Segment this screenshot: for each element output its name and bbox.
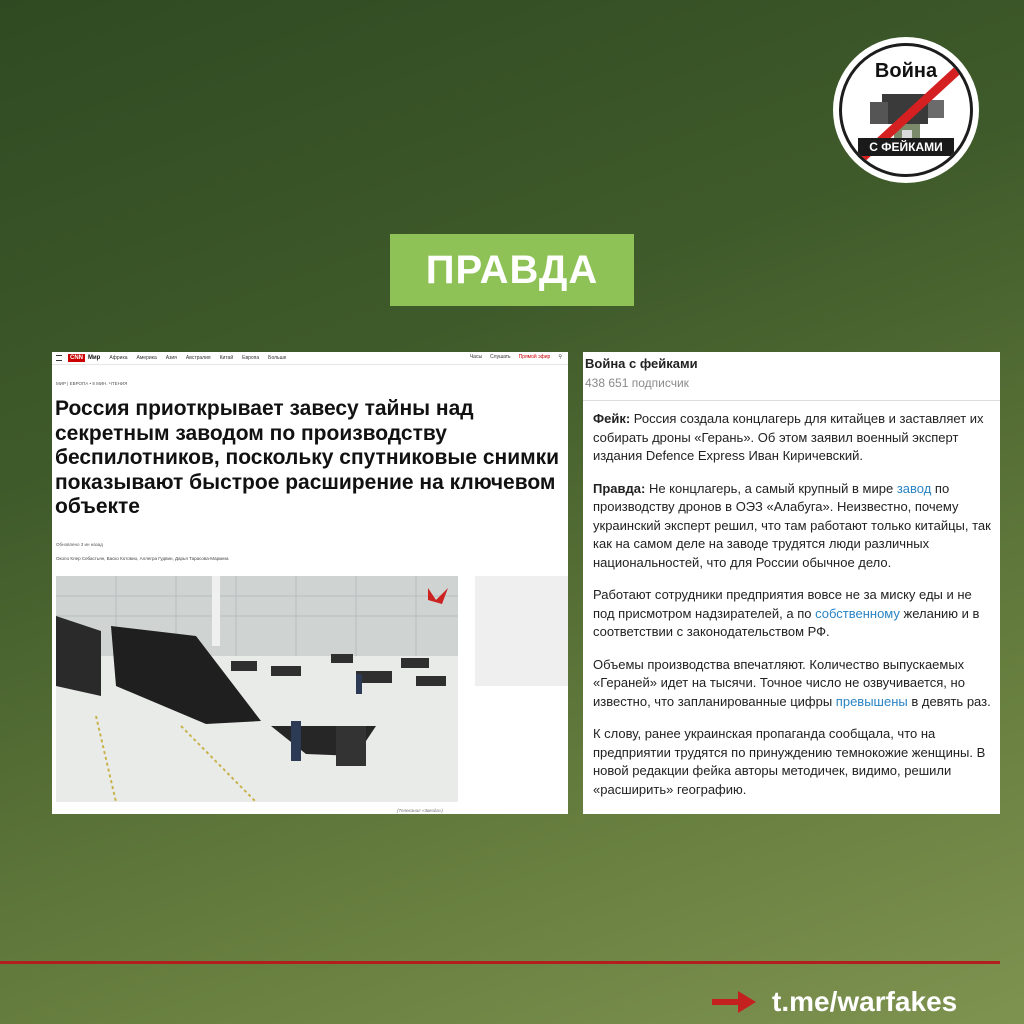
post-paragraph-fake: Фейк: Россия создала концлагерь для китайцев и заставляет их собирать дроны «Герань». Об этом заявил военный эксперт издания Defence Express Иван Киричевский. — [593, 411, 984, 463]
camera-icon — [842, 46, 973, 177]
channel-title: Война с фейками — [585, 356, 698, 371]
nav-link-australia[interactable]: Австралия — [185, 355, 211, 361]
cnn-navbar — [52, 352, 568, 365]
link-sobstvennomu[interactable]: собственному — [815, 605, 900, 621]
telegram-post-screenshot — [583, 352, 1000, 814]
nav-live[interactable]: Прямой эфир — [518, 354, 551, 360]
nav-link-europe[interactable]: Европа — [242, 355, 260, 361]
nav-section[interactable]: Мир — [88, 355, 101, 361]
subscriber-count: 438 651 подписчик — [585, 376, 689, 390]
link-prevysheny[interactable]: превышены — [835, 693, 908, 709]
ad-placeholder — [475, 576, 568, 686]
post-paragraph-volume: Объемы производства впечатляют. Количество выпускаемых «Гераней» идет на тысячи. Точное число не озвучивается, но известно, что запланированные цифры превышены в девять раз. — [593, 656, 991, 709]
post-paragraph-propaganda: К слову, ранее украинская пропаганда сообщала, что на предприятии трудятся по принуждению темнокожие женщины. В новой редакции фейка авторы методичек, видимо, решили «расширить» географию. — [593, 726, 986, 797]
nav-listen[interactable]: Слушать — [490, 354, 511, 360]
channel-link[interactable]: t.me/warfakes — [772, 986, 958, 1017]
arrow-right-icon — [712, 991, 756, 1013]
nav-link-africa[interactable]: Африка — [109, 355, 128, 361]
truth-badge: ПРАВДА — [390, 234, 634, 306]
article-headline: Россия приоткрывает завесу тайны над секретным заводом по производству беспилотников, поскольку спутниковые снимки показывают быстрое расширение на ключевом объекте — [55, 397, 567, 520]
breadcrumb: МИР | ЕВРОПА • 8 МИН. ЧТЕНИЯ — [56, 381, 128, 386]
menu-icon[interactable] — [56, 355, 62, 361]
nav-link-america[interactable]: Америка — [136, 355, 157, 361]
post-paragraph-workers: Работают сотрудники предприятия вовсе не за миску еды и не под присмотром надзирателей, а по собственному желанию и в соответствии с законодательством РФ. — [593, 587, 980, 639]
footer-divider — [0, 961, 1000, 964]
cnn-logo[interactable]: CNN — [70, 355, 83, 361]
channel-header[interactable] — [583, 352, 1000, 401]
footer — [712, 986, 957, 1018]
search-icon[interactable]: ⚲ — [558, 354, 562, 360]
logo-subtitle: С ФЕЙКАМИ — [858, 138, 954, 156]
nav-watch[interactable]: Часы — [469, 354, 483, 360]
post-paragraph-truth: Правда: Не концлагерь, а самый крупный в мире завод по производству дронов в ОЭЗ «Алабуга». Неизвестно, почему украинский эксперт решил, что там работают только китайцы, так как на самом деле на заводе трудятся люди различных национальностей, что для России обычное дело. — [593, 480, 991, 570]
article-authors[interactable]: Около Клер Себастьян, Васко Котовио, Аллегра Гудвин, Дарья Тарасова-Маркина — [56, 556, 229, 561]
updated-time: Обновлено 3 ин назад — [56, 542, 103, 547]
post-body — [593, 410, 993, 813]
nav-link-asia[interactable]: Азия — [165, 355, 177, 361]
logo-title: Война — [874, 60, 938, 82]
nav-link-more[interactable]: Больше — [268, 355, 287, 361]
link-zavod[interactable]: завод — [896, 480, 932, 496]
nav-link-china[interactable]: Китай — [219, 355, 234, 361]
factory-photo — [56, 576, 458, 802]
photo-caption: (Телеканал «Звезда») — [397, 808, 443, 813]
cnn-article-screenshot — [52, 352, 568, 814]
war-with-fakes-logo — [833, 37, 979, 183]
